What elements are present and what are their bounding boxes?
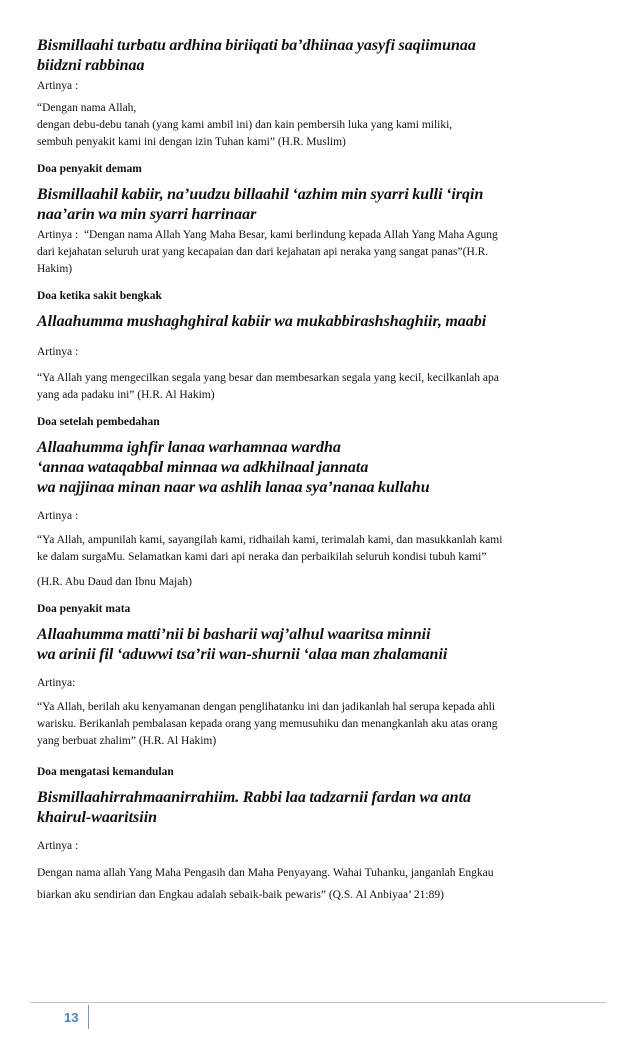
prayer-transliteration: Bismillaahil kabiir, na’uudzu billaahil ‘azhim min syarri kulli ‘irqin naa’arin wa min syarri harrinaar (37, 186, 484, 223)
translation-label: Artinya : (37, 346, 79, 358)
prayer-section (37, 161, 603, 278)
translation-label: Artinya: (37, 677, 76, 689)
section-heading: Doa setelah pembedahan (37, 416, 160, 428)
translation-label: Artinya : (37, 840, 79, 852)
translation-text: Dengan nama allah Yang Maha Pengasih dan Maha Penyayang. Wahai Tuhanku, janganlah Engkau biarkan aku sendirian dan Engkau adalah sebaik-baik pewaris” (Q.S. Al Anbiyaa’ 21:89) (37, 867, 494, 901)
prayer-transliteration: Allaahumma matti’nii bi basharii waj’alhul waaritsa minnii wa arinii fil ‘aduwwi tsa’rii wan-shurnii ‘alaa man zhalamanii (37, 626, 448, 663)
prayer-transliteration: Bismillaahirrahmaanirrahiim. Rabbi laa tadzarnii fardan wa anta khairul-waaritsiin (37, 789, 472, 826)
section-heading: Doa ketika sakit bengkak (37, 290, 162, 302)
prayer-transliteration: Bismillaahi turbatu ardhina biriiqati ba’dhiinaa yasyfi saqiimunaa biidzni rabbinaa (37, 37, 476, 74)
translation-text: “Ya Allah, ampunilah kami, sayangilah kami, ridhailah kami, terimalah kami, dan masukkanlah kami ke dalam surgaMu. Selamatkan kami dari api neraka dan perbaikilah seluruh kondisi tubuh kami” (37, 534, 503, 563)
prayer-section (37, 764, 603, 906)
page-number-divider (88, 1005, 89, 1029)
translation-text: Artinya : “Dengan nama Allah Yang Maha Besar, kami berlindung kepada Allah Yang Maha Agung dari kejahatan seluruh urat yang kecapaian dan dari kejahatan api neraka yang sangat panas”(H.R. Hakim) (37, 229, 498, 275)
section-heading: Doa penyakit mata (37, 603, 131, 615)
prayer-section (37, 414, 603, 591)
prayer-transliteration: Allaahumma ighfir lanaa warhamnaa wardha ‘annaa wataqabbal minnaa wa adkhilnaal jannata wa najjinaa minan naar wa ashlih lanaa sya’nanaa kullahu (37, 439, 430, 496)
translation-text: “Ya Allah yang mengecilkan segala yang besar dan membesarkan segala yang kecil, kecilkanlah apa yang ada padaku ini” (H.R. Al Hakim) (37, 372, 499, 401)
translation-label: Artinya : (37, 229, 79, 241)
footer-divider (30, 1002, 606, 1003)
hadith-reference: (H.R. Abu Daud dan Ibnu Majah) (37, 576, 192, 588)
section-heading: Doa penyakit demam (37, 163, 142, 175)
page-number: 13 (64, 1010, 79, 1025)
prayer-section (37, 288, 603, 404)
prayer-section (37, 601, 603, 750)
translation-text: “Dengan nama Allah, dengan debu-debu tanah (yang kami ambil ini) dan kain pembersih luka yang kami miliki, sembuh penyakit kami ini dengan izin Tuhan kami” (H.R. Muslim) (37, 102, 453, 148)
section-heading: Doa mengatasi kemandulan (37, 766, 174, 778)
translation-text: “Ya Allah, berilah aku kenyamanan dengan penglihatanku ini dan jadikanlah hal serupa kepada ahli warisku. Berikanlah pembalasan kepada orang yang memusuhiku dan menangkanlah aku atas orang yang berbuat zhalim” (H.R. Al Hakim) (37, 701, 498, 747)
translation-label: Artinya : (37, 510, 79, 522)
translation-label: Artinya : (37, 80, 79, 92)
document-page (37, 36, 603, 916)
prayer-section (37, 36, 603, 151)
prayer-transliteration: Allaahumma mushaghghiral kabiir wa mukabbirashshaghiir, maabi (37, 313, 487, 330)
